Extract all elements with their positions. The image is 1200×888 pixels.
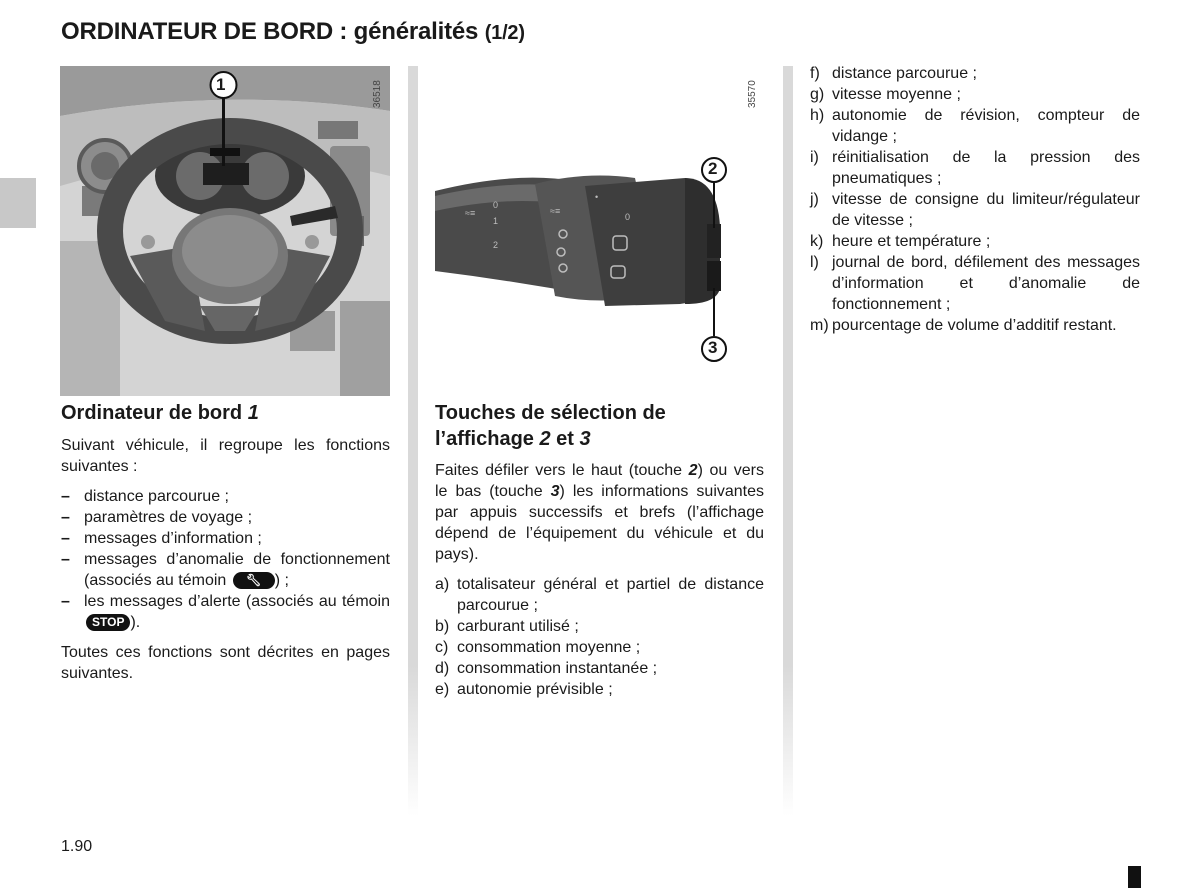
stop-warning-icon: STOP bbox=[86, 614, 130, 631]
stalk-illustration bbox=[435, 66, 765, 386]
list-item: f) distance parcourue ; bbox=[810, 65, 977, 82]
page-title: ORDINATEUR DE BORD : généralités (1/2) bbox=[61, 18, 525, 45]
section-side-tab bbox=[0, 178, 36, 228]
list-item: e) autonomie prévisible ; bbox=[435, 681, 613, 698]
col2-info-list bbox=[435, 574, 764, 700]
list-item: i) réinitialisation de la pression des pneumatiques ; bbox=[810, 149, 1140, 187]
list-item: – paramètres de voyage ; bbox=[61, 509, 253, 526]
list-item: j) vitesse de consigne du limiteur/régulateur de vitesse ; bbox=[810, 191, 1140, 229]
svg-text:0: 0 bbox=[625, 212, 631, 222]
list-item: – messages d’information ; bbox=[61, 530, 262, 547]
page-number: 1.90 bbox=[61, 838, 93, 855]
col2-body bbox=[435, 460, 764, 700]
callout-1: 1 bbox=[216, 75, 226, 94]
callout-3: 3 bbox=[708, 338, 718, 357]
list-item: b) carburant utilisé ; bbox=[435, 618, 579, 635]
col3-info-list bbox=[810, 63, 1140, 336]
list-item: h) autonomie de révision, compteur de vidange ; bbox=[810, 107, 1140, 145]
svg-text:0: 0 bbox=[493, 200, 499, 210]
column-divider-left bbox=[408, 66, 418, 816]
col1-body bbox=[61, 435, 390, 684]
list-item: – les messages d’alerte (associés au témoin STOP ). bbox=[61, 593, 390, 631]
col1-outro: Toutes ces fonctions sont décrites en pages suivantes. bbox=[61, 644, 390, 682]
page-corner-mark bbox=[1128, 866, 1141, 888]
list-item: c) consommation moyenne ; bbox=[435, 639, 641, 656]
list-item: k) heure et température ; bbox=[810, 233, 991, 250]
col2-paragraph: Faites défiler vers le haut (touche 2) ou vers le bas (touche 3) les informations suivantes par appuis successifs et brefs (l’affichage dépend de l’équipement du véhicule et du pays). bbox=[435, 462, 765, 563]
image-code-2: 35570 bbox=[747, 80, 758, 108]
list-item: – distance parcourue ; bbox=[61, 488, 229, 505]
dashboard-illustration bbox=[60, 66, 390, 396]
list-item: a) totalisateur général et partiel de distance parcourue ; bbox=[435, 576, 764, 614]
svg-text:1: 1 bbox=[493, 216, 499, 226]
col3-body bbox=[810, 63, 1140, 336]
list-item: d) consommation instantanée ; bbox=[435, 660, 658, 677]
svg-text:≈≡: ≈≡ bbox=[465, 208, 476, 218]
page-title-part: (1/2) bbox=[484, 22, 525, 44]
wrench-warning-icon: 🔧︎ bbox=[233, 572, 275, 589]
svg-text:2: 2 bbox=[493, 240, 499, 250]
list-item: g) vitesse moyenne ; bbox=[810, 86, 961, 103]
col2-heading: Touches de sélection de l’affichage 2 et 3 bbox=[435, 402, 666, 450]
list-item: m) pourcentage de volume d’additif restant. bbox=[810, 317, 1117, 334]
svg-text:≈≡: ≈≡ bbox=[550, 206, 561, 216]
list-item: – messages d’anomalie de fonctionnement (associés au témoin 🔧︎ ) ; bbox=[61, 551, 390, 589]
svg-text:•: • bbox=[595, 192, 599, 202]
col1-function-list bbox=[61, 486, 390, 633]
list-item: l) journal de bord, défilement des messages d’information et d’anomalie de fonctionnement ; bbox=[810, 254, 1140, 313]
image-code-1: 36518 bbox=[372, 80, 383, 108]
column-divider-right bbox=[783, 66, 793, 816]
col1-heading: Ordinateur de bord 1 bbox=[61, 402, 259, 424]
col1-intro: Suivant véhicule, il regroupe les fonctions suivantes : bbox=[61, 437, 390, 475]
callout-2: 2 bbox=[708, 159, 718, 178]
